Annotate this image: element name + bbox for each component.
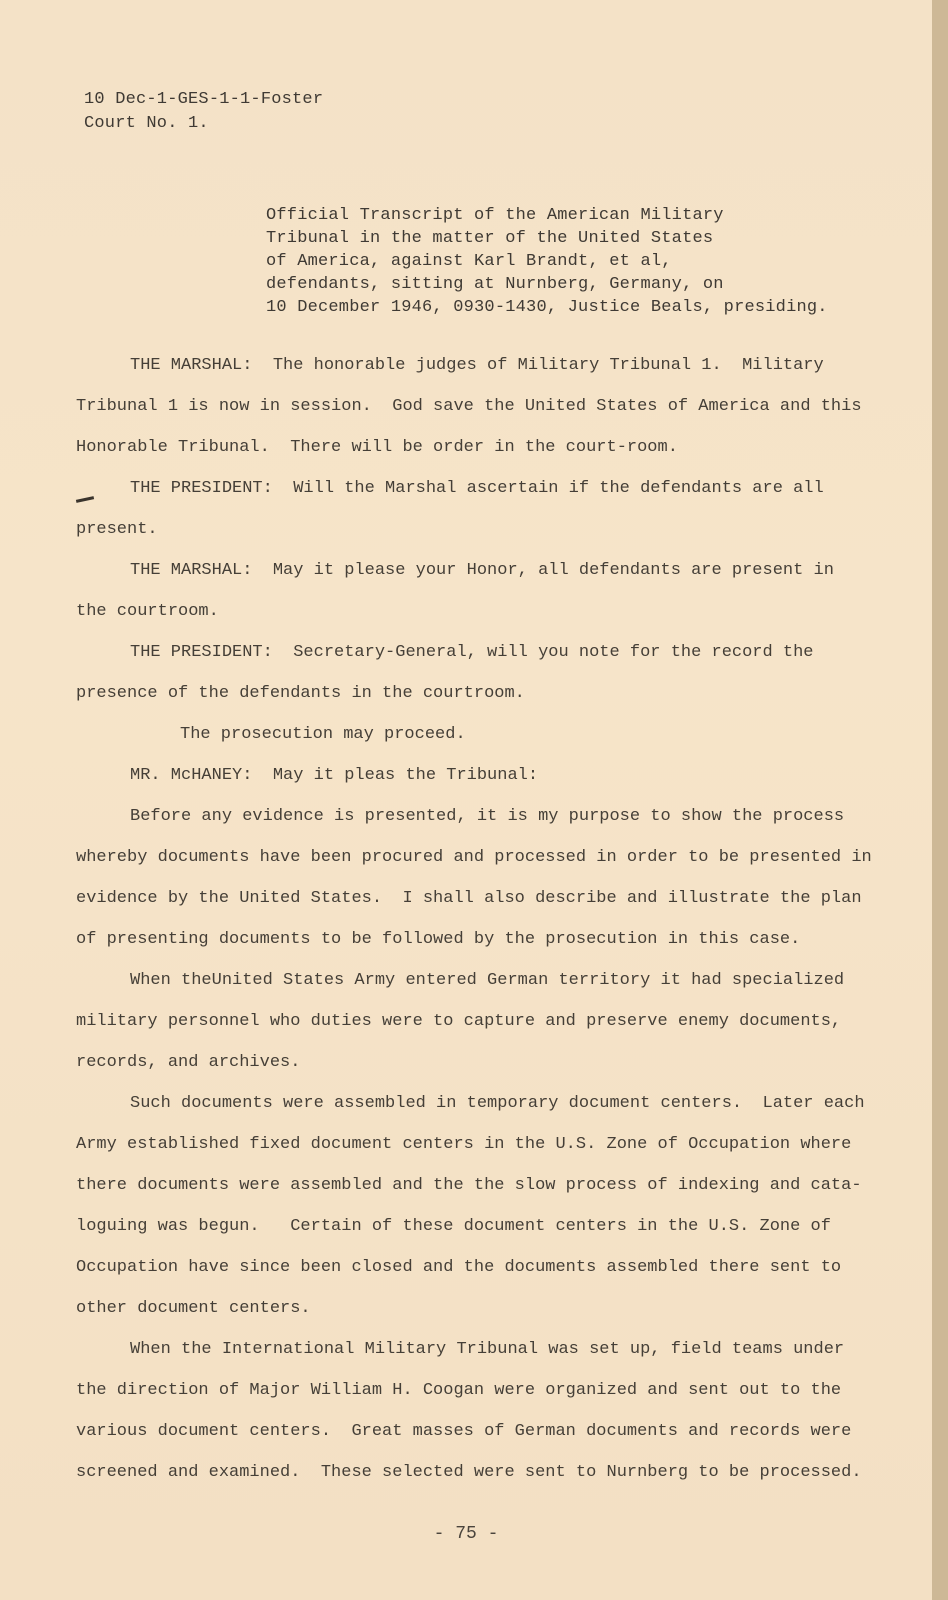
transcript-line: Army established fixed document centers in the U.S. Zone of Occupation where — [76, 1135, 852, 1154]
transcript-line: other document centers. — [76, 1299, 311, 1318]
transcript-line: Tribunal 1 is now in session. God save the United States of America and this — [76, 397, 862, 416]
transcript-line: THE MARSHAL: The honorable judges of Military Tribunal 1. Military — [130, 356, 824, 375]
caption-line: defendants, sitting at Nurnberg, Germany, on — [266, 275, 724, 294]
transcript-body — [76, 345, 876, 1493]
transcript-line: THE MARSHAL: May it please your Honor, all defendants are present in — [130, 561, 834, 580]
paper-edge — [932, 0, 948, 1600]
caption-line: Official Transcript of the American Military — [266, 206, 724, 225]
transcript-line: of presenting documents to be followed by the prosecution in this case. — [76, 930, 801, 949]
caption-line: 10 December 1946, 0930-1430, Justice Beals, presiding. — [266, 298, 828, 317]
transcript-line: THE PRESIDENT: Will the Marshal ascertain if the defendants are all — [130, 479, 824, 498]
transcript-line: The prosecution may proceed. — [180, 725, 466, 744]
caption-line: of America, against Karl Brandt, et al, — [266, 252, 672, 271]
transcript-line: evidence by the United States. I shall also describe and illustrate the plan — [76, 889, 862, 908]
transcript-line: various document centers. Great masses of German documents and records were — [76, 1422, 852, 1441]
transcript-line: When theUnited States Army entered German territory it had specialized — [130, 971, 845, 990]
transcript-line: whereby documents have been procured and processed in order to be presented in — [76, 848, 872, 867]
transcript-line: there documents were assembled and the the slow process of indexing and cata- — [76, 1176, 862, 1195]
caption-line: Tribunal in the matter of the United States — [266, 229, 714, 248]
page-number: - 75 - — [433, 1524, 499, 1544]
transcript-line: Honorable Tribunal. There will be order in the court-room. — [76, 438, 678, 457]
header-line-2: Court No. 1. — [84, 114, 209, 133]
transcript-line: Occupation have since been closed and the documents assembled there sent to — [76, 1258, 842, 1277]
header-line-1: 10 Dec-1-GES-1-1-Foster — [84, 90, 324, 109]
transcript-line: THE PRESIDENT: Secretary-General, will you note for the record the — [130, 643, 814, 662]
transcript-line: screened and examined. These selected were sent to Nurnberg to be processed. — [76, 1463, 862, 1482]
transcript-line: present. — [76, 520, 158, 539]
transcript-line: loguing was begun. Certain of these document centers in the U.S. Zone of — [76, 1217, 831, 1236]
transcript-line: the courtroom. — [76, 602, 219, 621]
transcript-line: Before any evidence is presented, it is my purpose to show the process — [130, 807, 845, 826]
transcript-line: Such documents were assembled in temporary document centers. Later each — [130, 1094, 865, 1113]
transcript-line: When the International Military Tribunal was set up, field teams under — [130, 1340, 845, 1359]
transcript-line: the direction of Major William H. Coogan were organized and sent out to the — [76, 1381, 842, 1400]
transcript-line: presence of the defendants in the courtroom. — [76, 684, 525, 703]
transcript-line: MR. McHANEY: May it pleas the Tribunal: — [130, 766, 539, 785]
transcript-line: military personnel who duties were to capture and preserve enemy documents, — [76, 1012, 842, 1031]
transcript-line: records, and archives. — [76, 1053, 301, 1072]
